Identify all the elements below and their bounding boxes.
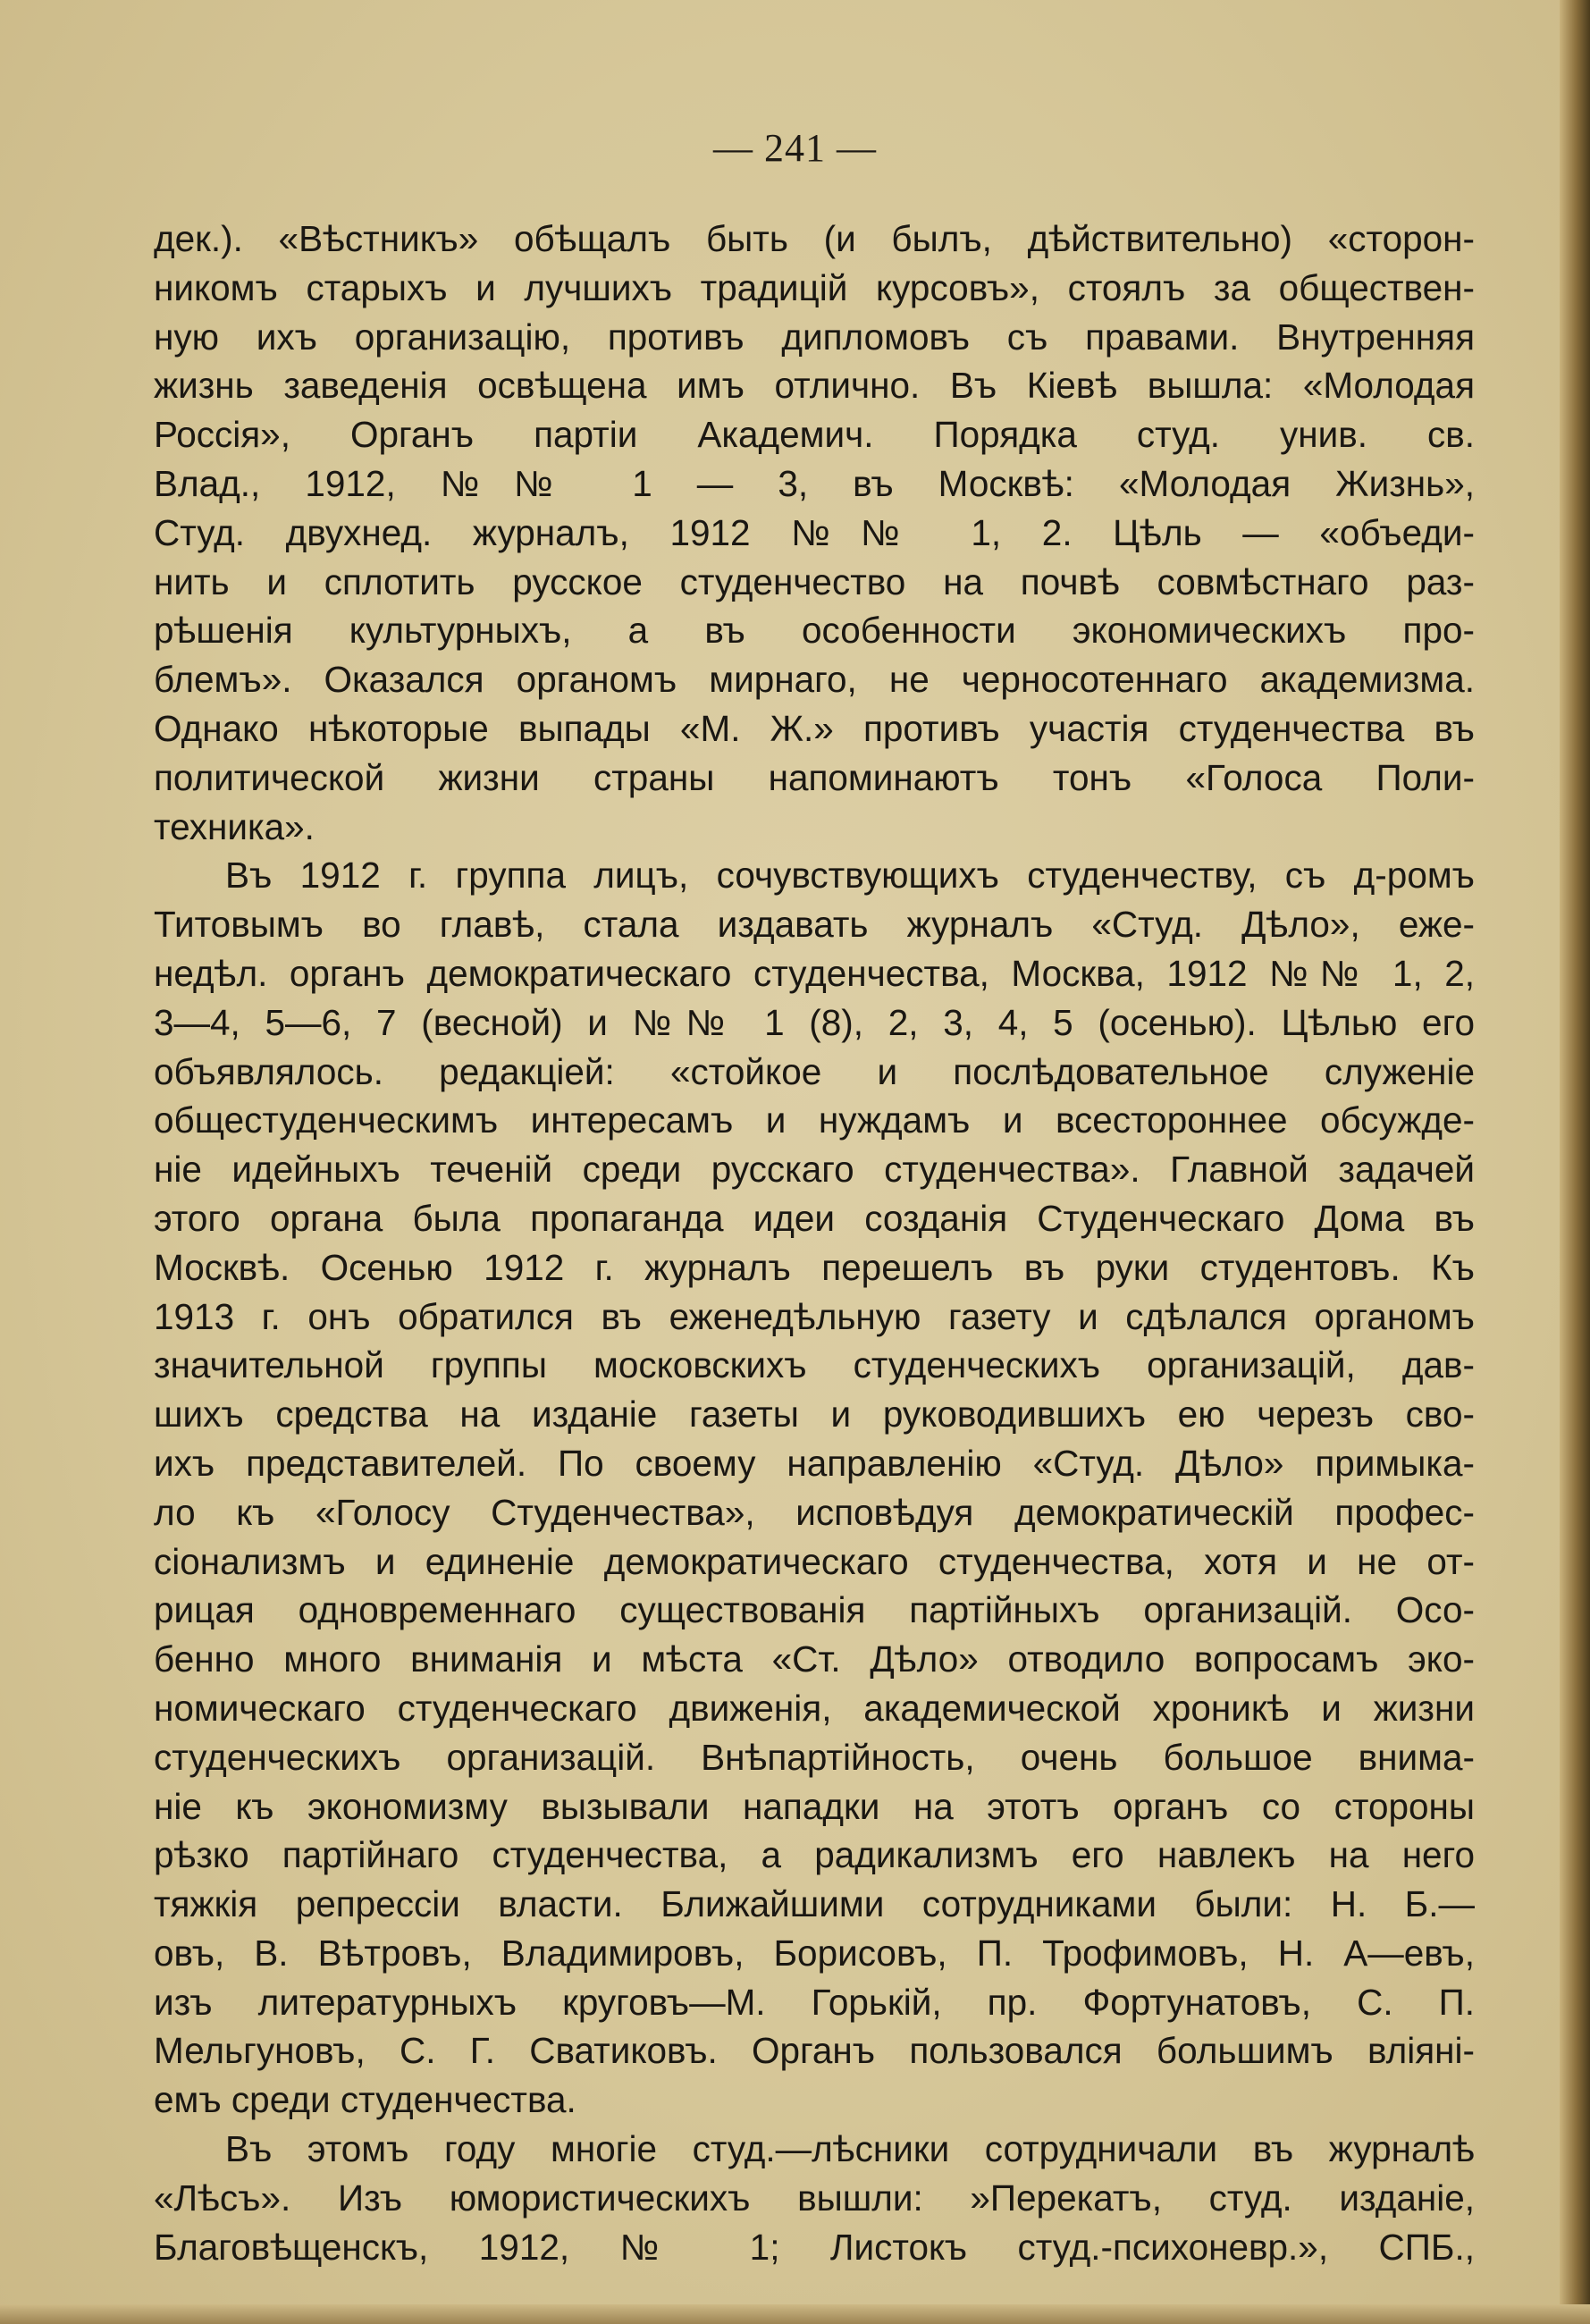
text-line: дек.). «Вѣстникъ» обѣщалъ быть (и былъ, дѣйствительно) «сторон-: [154, 218, 1475, 259]
text-line: «Лѣсъ». Изъ юмористическихъ вышли: »Перекатъ, студ. изданіе,: [154, 2177, 1475, 2219]
page-number: — 241 —: [713, 126, 877, 170]
page-edge-shadow: [1560, 0, 1590, 2324]
text-line: блемъ». Оказался органомъ мирнаго, не черносотеннаго академизма.: [154, 659, 1475, 701]
text-line: техника».: [154, 805, 315, 847]
text-line: 3—4, 5—6, 7 (весной) и №№ 1 (8), 2, 3, 4, 5 (осенью). Цѣлью его: [154, 1001, 1475, 1043]
text-line: Студ. двухнед. журналъ, 1912 №№ 1, 2. Цѣль — «объеди-: [154, 511, 1475, 553]
text-line: Мельгуновъ, С. Г. Сватиковъ. Органъ пользовался большимъ вліяні-: [154, 2030, 1475, 2072]
text-line: Титовымъ во главѣ, стала издавать журналъ «Студ. Дѣло», еже-: [154, 904, 1475, 946]
text-line: политической жизни страны напоминаютъ тонъ «Голоса Поли-: [154, 756, 1475, 798]
paragraph: [154, 851, 1475, 2125]
text-line: недѣл. органъ демократическаго студенчества, Москва, 1912 №№ 1, 2,: [154, 952, 1475, 994]
text-line: рѣшенія культурныхъ, а въ особенности экономическихъ про-: [154, 610, 1475, 652]
paragraph: [154, 215, 1475, 851]
body-text: [154, 215, 1475, 2271]
text-line: шихъ средства на изданіе газеты и руководившихъ ею черезъ сво-: [154, 1394, 1475, 1436]
page-bottom-edge: [0, 2304, 1590, 2324]
text-line: овъ, В. Вѣтровъ, Владимировъ, Борисовъ, П. Трофимовъ, Н. А—евъ,: [154, 1932, 1475, 1974]
text-line: Россія», Органъ партіи Академич. Порядка студ. унив. св.: [154, 414, 1475, 456]
text-line: Въ этомъ году многіе студ.—лѣсники сотрудничали въ журналѣ: [225, 2128, 1475, 2170]
text-line: этого органа была пропаганда идеи созданія Студенческаго Дома въ: [154, 1197, 1475, 1239]
text-line: значительной группы московскихъ студенческихъ организацій, дав-: [154, 1344, 1475, 1386]
text-line: ніе идейныхъ теченій среди русскаго студенчества». Главной задачей: [154, 1149, 1475, 1191]
text-line: ихъ представителей. По своему направленію «Студ. Дѣло» примыка-: [154, 1442, 1475, 1484]
text-line: нить и сплотить русское студенчество на почвѣ совмѣстнаго раз-: [154, 560, 1475, 602]
text-line: тяжкія репрессіи власти. Ближайшими сотрудниками были: Н. Б.—: [154, 1883, 1475, 1925]
text-line: емъ среди студенчества.: [154, 2079, 576, 2121]
text-line: Въ 1912 г. группа лицъ, сочувствующихъ студенчеству, съ д-ромъ: [225, 855, 1475, 897]
text-line: ло къ «Голосу Студенчества», исповѣдуя демократическій профес-: [154, 1491, 1475, 1533]
text-line: рѣзко партійнаго студенчества, а радикализмъ его навлекъ на него: [154, 1834, 1475, 1876]
text-line: жизнь заведенія освѣщена имъ отлично. Въ Кіевѣ вышла: «Молодая: [154, 365, 1475, 407]
text-line: рицая одновременнаго существованія партійныхъ организацій. Осо-: [154, 1589, 1475, 1631]
paragraph: [154, 2125, 1475, 2271]
text-line: никомъ старыхъ и лучшихъ традицій курсовъ», стоялъ за обществен-: [154, 266, 1475, 308]
text-line: Благовѣщенскъ, 1912, № 1; Листокъ студ.-психоневр.», СПБ.,: [154, 2226, 1475, 2268]
text-line: Влад., 1912, №№ 1 — 3, въ Москвѣ: «Молодая Жизнь»,: [154, 462, 1475, 504]
text-line: сіонализмъ и единеніе демократическаго студенчества, хотя и не от-: [154, 1540, 1475, 1582]
text-line: ніе къ экономизму вызывали нападки на этотъ органъ со стороны: [154, 1785, 1475, 1827]
text-line: общестуденческимъ интересамъ и нуждамъ и всестороннее обсужде-: [154, 1099, 1475, 1141]
text-line: Однако нѣкоторые выпады «М. Ж.» противъ участія студенчества въ: [154, 707, 1475, 749]
text-line: студенческихъ организацій. Внѣпартійность, очень большое внима-: [154, 1736, 1475, 1778]
text-line: Москвѣ. Осенью 1912 г. журналъ перешелъ въ руки студентовъ. Къ: [154, 1246, 1475, 1288]
text-line: номическаго студенческаго движенія, академической хроникѣ и жизни: [154, 1687, 1475, 1729]
text-line: изъ литературныхъ круговъ—М. Горькій, пр. Фортунатовъ, С. П.: [154, 1981, 1475, 2023]
text-line: 1913 г. онъ обратился въ еженедѣльную газету и сдѣлался органомъ: [154, 1295, 1475, 1337]
text-line: объявлялось. редакціей: «стойкое и послѣдовательное служеніе: [154, 1050, 1475, 1092]
text-line: ную ихъ организацію, противъ дипломовъ съ правами. Внутренняя: [154, 316, 1475, 358]
text-line: бенно много вниманія и мѣста «Ст. Дѣло» отводило вопросамъ эко-: [154, 1638, 1475, 1680]
